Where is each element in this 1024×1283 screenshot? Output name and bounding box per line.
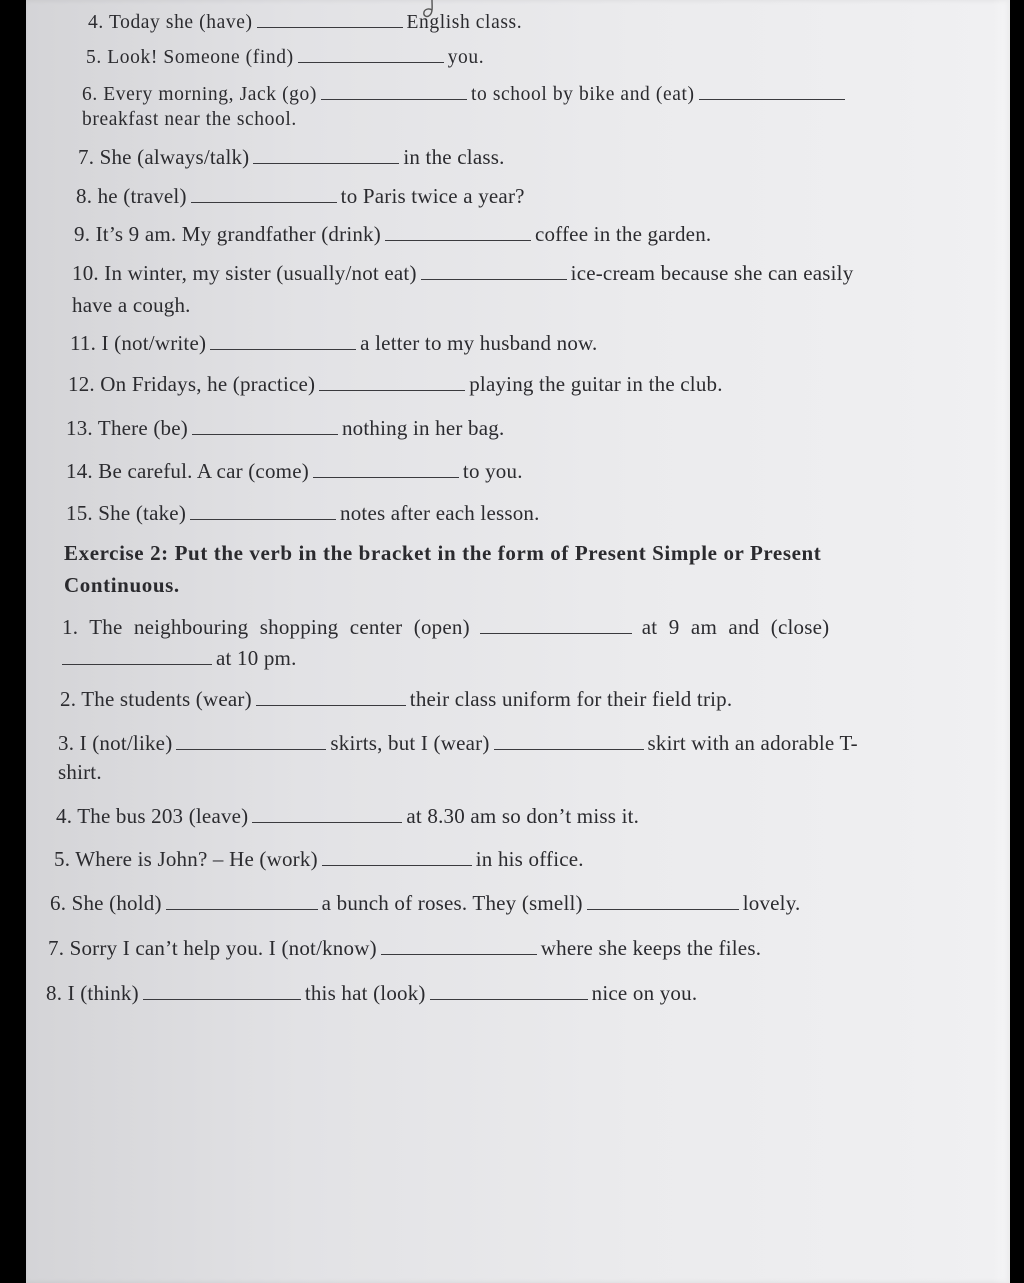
ex1-item-7: 7. She (always/talk) in the class. <box>78 145 505 169</box>
answer-blank[interactable] <box>430 998 588 1000</box>
answer-blank[interactable] <box>381 953 537 955</box>
answer-blank[interactable] <box>191 201 337 203</box>
answer-blank[interactable] <box>321 98 467 100</box>
answer-blank[interactable] <box>190 518 336 520</box>
ex2-item-1-continued: at 10 pm. <box>62 646 297 671</box>
answer-blank[interactable] <box>192 433 338 435</box>
ex1-item-10-continued: have a cough. <box>72 293 191 317</box>
answer-blank[interactable] <box>176 748 326 750</box>
answer-blank[interactable] <box>699 98 845 100</box>
ex1-item-12: 12. On Fridays, he (practice) playing the guitar in the club. <box>68 372 723 396</box>
ex1-item-8: 8. he (travel) to Paris twice a year? <box>76 184 525 208</box>
ex1-item-15: 15. She (take) notes after each lesson. <box>66 501 540 525</box>
answer-blank[interactable] <box>166 908 318 910</box>
exercise-2-heading-continued: Continuous. <box>64 573 180 597</box>
ex2-item-4: 4. The bus 203 (leave) at 8.30 am so don’t miss it. <box>56 804 640 828</box>
answer-blank[interactable] <box>256 704 406 706</box>
ex2-item-3-continued: shirt. <box>58 760 102 784</box>
ex1-item-5: 5. Look! Someone (find) you. <box>86 47 485 68</box>
answer-blank[interactable] <box>587 908 739 910</box>
ex2-item-7: 7. Sorry I can’t help you. I (not/know) where she keeps the files. <box>48 936 762 960</box>
ex2-item-8: 8. I (think) this hat (look) nice on you. <box>46 981 698 1005</box>
ex1-item-10: 10. In winter, my sister (usually/not eat) ice-cream because she can easily <box>72 261 854 285</box>
answer-blank[interactable] <box>322 864 472 866</box>
ex1-item-6-continued: breakfast near the school. <box>82 109 297 130</box>
ex1-item-6: 6. Every morning, Jack (go) to school by bike and (eat) <box>82 84 849 106</box>
answer-blank[interactable] <box>252 821 402 823</box>
ex2-item-5: 5. Where is John? – He (work) in his office. <box>54 847 584 871</box>
answer-blank[interactable] <box>385 239 531 241</box>
ex1-item-9: 9. It’s 9 am. My grandfather (drink) coffee in the garden. <box>74 222 712 246</box>
ex1-item-4: 4. Today she (have) English class. <box>88 12 523 33</box>
ex2-item-6: 6. She (hold) a bunch of roses. They (smell) lovely. <box>50 891 801 915</box>
answer-blank[interactable] <box>421 278 567 280</box>
answer-blank[interactable] <box>494 748 644 750</box>
answer-blank[interactable] <box>480 632 632 634</box>
answer-blank[interactable] <box>313 476 459 478</box>
exercise-2-heading: Exercise 2: Put the verb in the bracket in the form of Present Simple or Present <box>64 541 822 565</box>
answer-blank[interactable] <box>319 389 465 391</box>
ex1-item-14: 14. Be careful. A car (come) to you. <box>66 459 523 483</box>
ex1-item-11: 11. I (not/write) a letter to my husband now. <box>70 331 598 355</box>
answer-blank[interactable] <box>257 26 403 28</box>
ex2-item-1: 1. The neighbouring shopping center (open) at 9 am and (close) <box>62 615 830 639</box>
answer-blank[interactable] <box>62 663 212 665</box>
answer-blank[interactable] <box>298 61 444 63</box>
answer-blank[interactable] <box>210 348 356 350</box>
ex1-item-13: 13. There (be) nothing in her bag. <box>66 416 505 440</box>
ex2-item-2: 2. The students (wear) their class uniform for their field trip. <box>60 687 733 711</box>
answer-blank[interactable] <box>253 162 399 164</box>
worksheet-page <box>26 0 1010 1283</box>
answer-blank[interactable] <box>143 998 301 1000</box>
ex2-item-3: 3. I (not/like) skirts, but I (wear) skirt with an adorable T- <box>58 731 858 755</box>
